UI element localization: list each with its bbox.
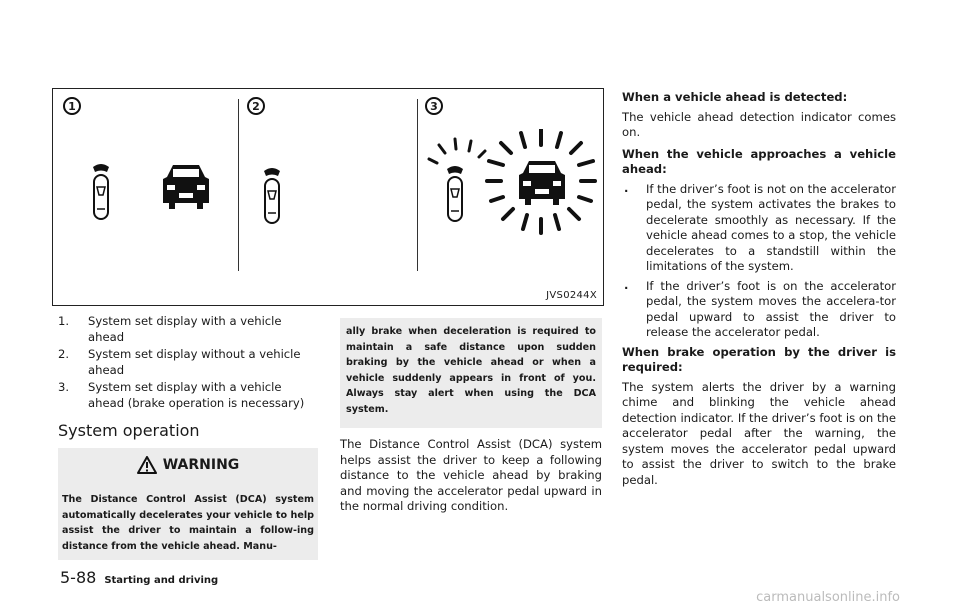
panel-number-1: 1	[63, 97, 81, 115]
subheading: When a vehicle ahead is detected:	[622, 90, 848, 104]
page-number: 5-88	[60, 568, 97, 587]
vehicle-ahead-icon	[163, 165, 209, 209]
list-number: 2.	[58, 347, 70, 361]
watermark: carmanualsonline.info	[756, 590, 900, 605]
warning-title: WARNING	[162, 457, 240, 473]
list-text: System set display with a vehicle ahead	[88, 314, 282, 344]
list-item	[58, 347, 320, 378]
panel-divider	[238, 99, 239, 271]
bullet-text: If the driver’s foot is not on the accelerator pedal, the system activates the brakes to decelerate smoothly as necessary. If the vehicle ahead comes to a stop, the vehicle decelerates to a standstill within the limitations of the system.	[646, 181, 896, 273]
panel-divider	[417, 99, 418, 271]
figure-code: JVS0244X	[546, 290, 597, 301]
body-paragraph: The Distance Control Assist (DCA) system helps assist the driver to keep a following distance to the vehicle ahead by braking and moving the accelerator pedal upward in the normal driving condition.	[340, 437, 602, 513]
list-text: System set display with a vehicle ahead (brake operation is necessary)	[88, 380, 305, 410]
page-footer	[60, 568, 218, 587]
list-item	[58, 314, 320, 345]
vehicle-ahead-icon	[519, 161, 565, 205]
warning-text: The Distance Control Assist (DCA) system automatically decelerates your vehicle to help assist the driver to maintain a follow-ing distance from the vehicle ahead. Manu-	[62, 494, 314, 552]
bullet-marker: .	[624, 277, 629, 292]
own-vehicle-icon	[447, 166, 463, 221]
list-number: 3.	[58, 380, 70, 394]
subheading: When brake operation by the driver is required:	[622, 344, 896, 374]
section-heading: System operation	[58, 421, 200, 440]
panel-1-illustration	[83, 159, 213, 229]
body-paragraph: The vehicle ahead detection indicator comes on.	[622, 109, 896, 139]
body-paragraph: The system alerts the driver by a warning chime and blinking the vehicle ahead detection indicator. If the driver’s foot is on the accelerator pedal after the warning, the system moves the accelerator pedal upward to assist the driver to switch to the brake pedal.	[622, 379, 896, 487]
own-vehicle-icon	[264, 168, 280, 223]
panel-3-illustration	[421, 129, 601, 239]
list-number: 1.	[58, 314, 70, 328]
list-item	[58, 380, 320, 411]
bullet-marker: .	[624, 180, 629, 195]
warning-text-continued: ally brake when deceleration is required to maintain a safe distance upon sudden braking by the vehicle ahead or when a vehicle suddenly appears in front of you. Always stay alert when using the DCA system.	[346, 326, 596, 415]
figure-caption-list	[58, 314, 320, 413]
bullet-item	[622, 279, 896, 341]
panel-2-illustration	[258, 163, 298, 233]
bullet-text: If the driver’s foot is on the accelerator pedal, the system moves the accelera-tor pedal upward to assist the driver to release the accelerator pedal.	[646, 278, 896, 339]
list-text: System set display without a vehicle ahead	[88, 347, 301, 377]
indicator-flash-icon	[429, 139, 485, 163]
subheading: When the vehicle approaches a vehicle ahead:	[622, 146, 896, 176]
panel-number-3: 3	[425, 97, 443, 115]
illustration-figure	[52, 88, 604, 306]
warning-header	[58, 452, 318, 478]
section-name: Starting and driving	[104, 575, 219, 586]
right-column	[622, 90, 896, 494]
own-vehicle-icon	[93, 164, 109, 219]
bullet-item	[622, 182, 896, 275]
warning-triangle-icon	[137, 456, 157, 474]
panel-number-2: 2	[247, 97, 265, 115]
